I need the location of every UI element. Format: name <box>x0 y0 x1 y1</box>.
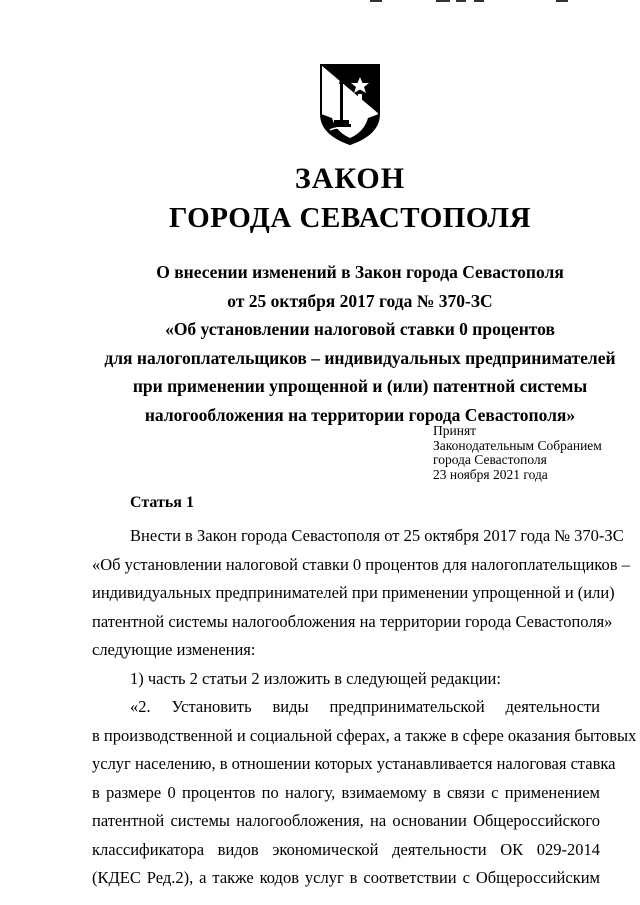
adoption-line: Принят <box>433 423 477 438</box>
body-line: «2. Установить виды предпринимательской деятельности <box>130 697 600 716</box>
subtitle-line: от 25 октября 2017 года № 370-ЗС <box>227 290 493 311</box>
subtitle-line: налогообложения на территории города Севастополя» <box>144 404 576 425</box>
body-line: 1) часть 2 статьи 2 изложить в следующей редакции: <box>130 668 501 688</box>
adoption-line: города Севастополя <box>433 452 547 467</box>
body-line: индивидуальных предпринимателей при применении упрощенной и (или) <box>92 583 615 602</box>
body-line: патентной системы налогообложения, на основании Общероссийского <box>92 811 600 830</box>
subtitle-line: для налогоплательщиков – индивидуальных предпринимателей <box>104 347 616 368</box>
adoption-date: 23 ноября 2021 года <box>433 466 548 482</box>
body-line: в производственной и социальной сферах, а также в сфере оказания бытовых <box>92 725 637 745</box>
adoption-line: Законодательным Собранием <box>433 437 602 453</box>
body-line: классификатора видов экономической деятельности ОК 029-2014 <box>92 839 600 859</box>
body-line: «Об установлении налоговой ставки 0 процентов для налогоплательщиков – <box>92 554 630 574</box>
body-line: (КДЕС Ред.2), а также кодов услуг в соответствии с Общероссийским <box>92 868 600 887</box>
body-line: следующие изменения: <box>92 640 256 659</box>
body-line: в размере 0 процентов по налогу, взимаемому в связи с применением <box>92 782 600 802</box>
law-title: ЗАКОН <box>294 162 406 195</box>
body-line: услуг населению, в отношении которых устанавливается налоговая ставка <box>92 754 616 773</box>
subtitle-line: О внесении изменений в Закон города Севастополя <box>156 262 564 282</box>
article-heading: Статья 1 <box>130 494 194 511</box>
subtitle-line: при применении упрощенной и (или) патентной системы <box>132 376 588 396</box>
body-line: Внести в Закон города Севастополя от 25 октября 2017 года № 370-ЗС <box>130 526 624 545</box>
body-line: патентной системы налогообложения на территории города Севастополя» <box>92 611 613 631</box>
adoption-note <box>433 424 633 482</box>
law-subtitle <box>60 258 640 429</box>
sevastopol-coat-of-arms-icon <box>318 62 382 146</box>
article-body <box>92 522 637 893</box>
subtitle-line: «Об установлении налоговой ставки 0 процентов <box>165 319 555 339</box>
scan-top-marks <box>0 0 640 6</box>
city-title: ГОРОДА СЕВАСТОПОЛЯ <box>168 202 532 234</box>
